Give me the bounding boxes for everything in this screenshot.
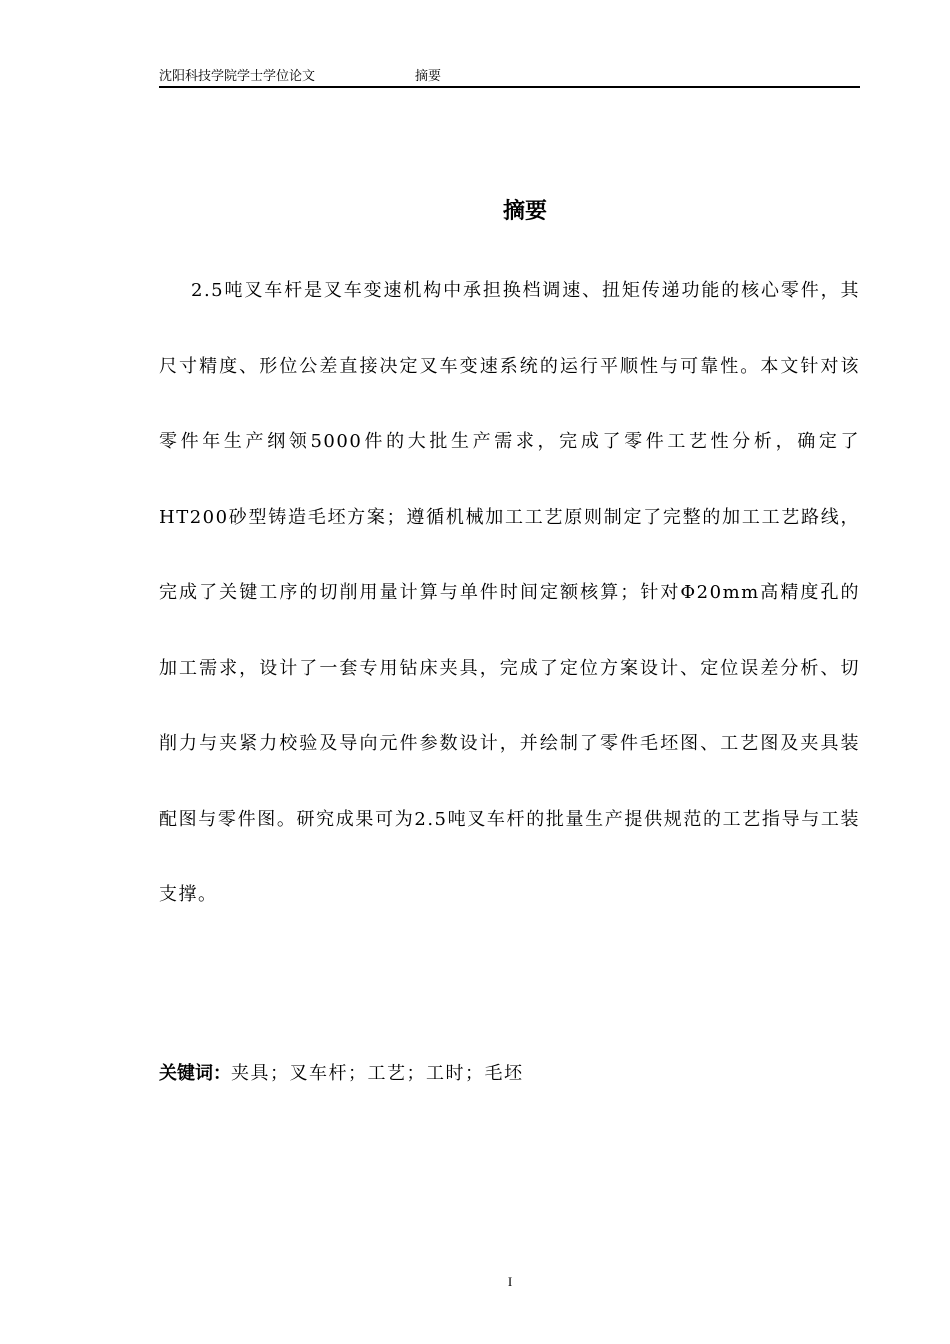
header-school-title: 沈阳科技学院学士学位论文	[159, 68, 316, 83]
header-section-name: 摘要	[415, 68, 442, 83]
keywords-line	[159, 1058, 860, 1090]
keywords-values: 夹具；叉车杆；工艺；工时；毛坯	[231, 1063, 524, 1084]
page-header	[159, 66, 860, 88]
page-number: I	[507, 1274, 513, 1289]
keywords-label: 关键词：	[159, 1063, 231, 1084]
abstract-body: 2.5吨叉车杆是叉车变速机构中承担换档调速、扭矩传递功能的核心零件，其尺寸精度、形位公差直接决定叉车变速系统的运行平顺性与可靠性。本文针对该零件年生产纲领5000件的大批生产需求，完成了零件工艺性分析，确定了HT200砂型铸造毛坯方案；遵循机械加工工艺原则制定了完整的加工工艺路线，完成了关键工序的切削用量计算与单件时间定额核算；针对Φ20mm高精度孔的加工需求，设计了一套专用钻床夹具，完成了定位方案设计、定位误差分析、切削力与夹紧力校验及导向元件参数设计，并绘制了零件毛坯图、工艺图及夹具装配图与零件图。研究成果可为2.5吨叉车杆的批量生产提供规范的工艺指导与工装支撑。	[159, 280, 860, 905]
page-title: 摘要	[502, 199, 547, 224]
